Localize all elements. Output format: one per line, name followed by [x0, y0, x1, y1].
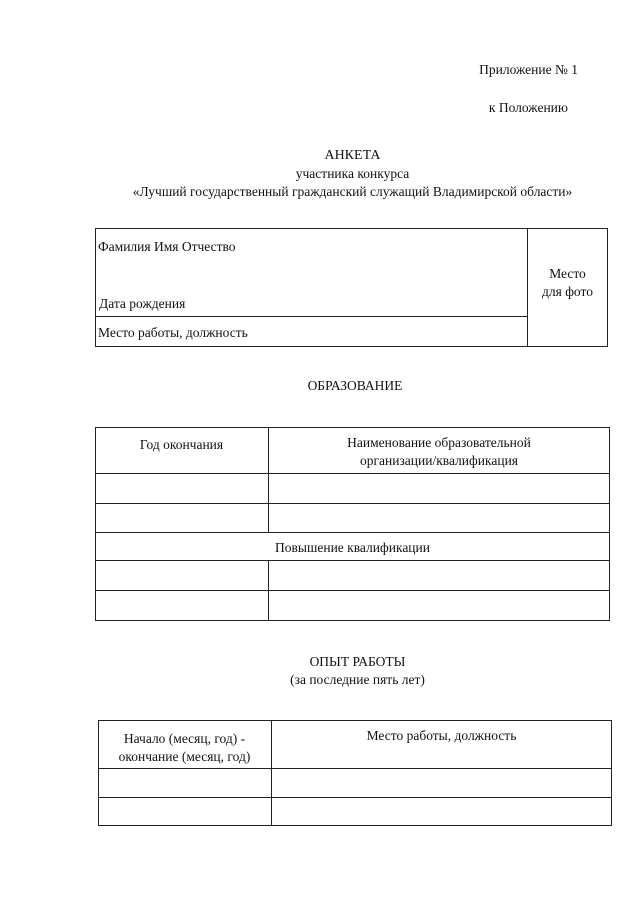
col-workplace: Место работы, должность: [366, 728, 517, 743]
advanced-training-label: Повышение квалификации: [275, 540, 430, 555]
education-heading: ОБРАЗОВАНИЕ: [307, 378, 403, 393]
col-institution-2: организации/квалификация: [359, 453, 519, 468]
full-name-label: Фамилия Имя Отчество: [98, 239, 236, 254]
photo-placeholder-label-2: для фото: [542, 284, 593, 299]
col-graduation-year: Год окончания: [139, 437, 224, 452]
workplace-label: Место работы, должность: [98, 325, 248, 340]
form-title: АНКЕТА: [324, 148, 381, 163]
photo-placeholder-label: Место: [549, 266, 586, 281]
appendix-number: Приложение № 1: [479, 62, 578, 77]
col-period-2: окончание (месяц, год): [118, 749, 251, 764]
appendix-reference: к Положению: [488, 100, 568, 115]
form-subtitle: участника конкурса: [295, 166, 410, 181]
experience-heading: ОПЫТ РАБОТЫ: [309, 654, 406, 669]
experience-subheading: (за последние пять лет): [290, 672, 425, 687]
col-institution: Наименование образовательной: [347, 435, 531, 450]
col-period: Начало (месяц, год) -: [123, 731, 246, 746]
contest-name: «Лучший государственный гражданский служащий Владимирской области»: [132, 184, 573, 199]
birth-date-label: Дата рождения: [99, 296, 186, 311]
